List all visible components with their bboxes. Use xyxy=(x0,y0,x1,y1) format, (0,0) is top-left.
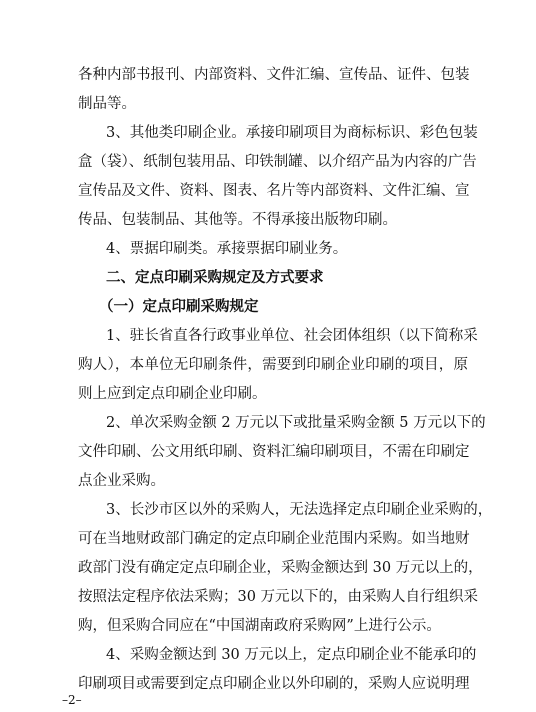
text-line: 各种内部书报刊、内部资料、文件汇编、宣传品、证件、包装 xyxy=(78,67,470,83)
section-heading: 二、定点印刷采购规定及方式要求 xyxy=(106,270,324,286)
text-line: 点企业采购。 xyxy=(78,473,165,489)
text-line: 2、单次采购金额 2 万元以下或批量采购金额 5 万元以下的 xyxy=(106,415,486,431)
text-line: 3、其他类印刷企业。承接印刷项目为商标标识、彩色包装 xyxy=(106,125,478,141)
text-line: 制品等。 xyxy=(78,96,136,112)
text-line: 4、采购金额达到 30 万元以上，定点印刷企业不能承印的 xyxy=(106,647,477,663)
text-line: 按照法定程序依法采购；30 万元以下的，由采购人自行组织采 xyxy=(78,589,479,605)
text-line: 则上应到定点印刷企业印刷。 xyxy=(78,386,267,402)
text-line: 印刷项目或需要到定点印刷企业以外印刷的，采购人应说明理 xyxy=(78,676,470,692)
text-line: 文件印刷、公文用纸印刷、资料汇编印刷项目，不需在印刷定 xyxy=(78,444,470,460)
text-line: 1、驻长省直各行政事业单位、社会团体组织（以下简称采 xyxy=(106,328,478,344)
text-line: 宣传品及文件、资料、图表、名片等内部资料、文件汇编、宣 xyxy=(78,183,470,199)
text-line: 购，但采购合同应在“中国湖南政府采购网”上进行公示。 xyxy=(78,618,441,634)
text-line: 4、票据印刷类。承接票据印刷业务。 xyxy=(106,241,348,257)
text-line: 传品、包装制品、其他等。不得承接出版物印刷。 xyxy=(78,212,397,228)
text-line: 3、长沙市区以外的采购人，无法选择定点印刷企业采购的， xyxy=(106,502,493,518)
text-line: 可在当地财政部门确定的定点印刷企业范围内采购。如当地财 xyxy=(78,531,470,547)
subsection-heading: （一）定点印刷采购规定 xyxy=(99,298,259,315)
page-number: –2– xyxy=(62,693,82,707)
text-line: 购人），本单位无印刷条件，需要到印刷企业印刷的项目，原 xyxy=(78,357,468,373)
text-line: 政部门没有确定定点印刷企业，采购金额达到 30 万元以上的， xyxy=(78,560,483,576)
text-line: 盒（袋）、纸制包装用品、印铁制罐、以介绍产品为内容的广告 xyxy=(78,154,477,170)
